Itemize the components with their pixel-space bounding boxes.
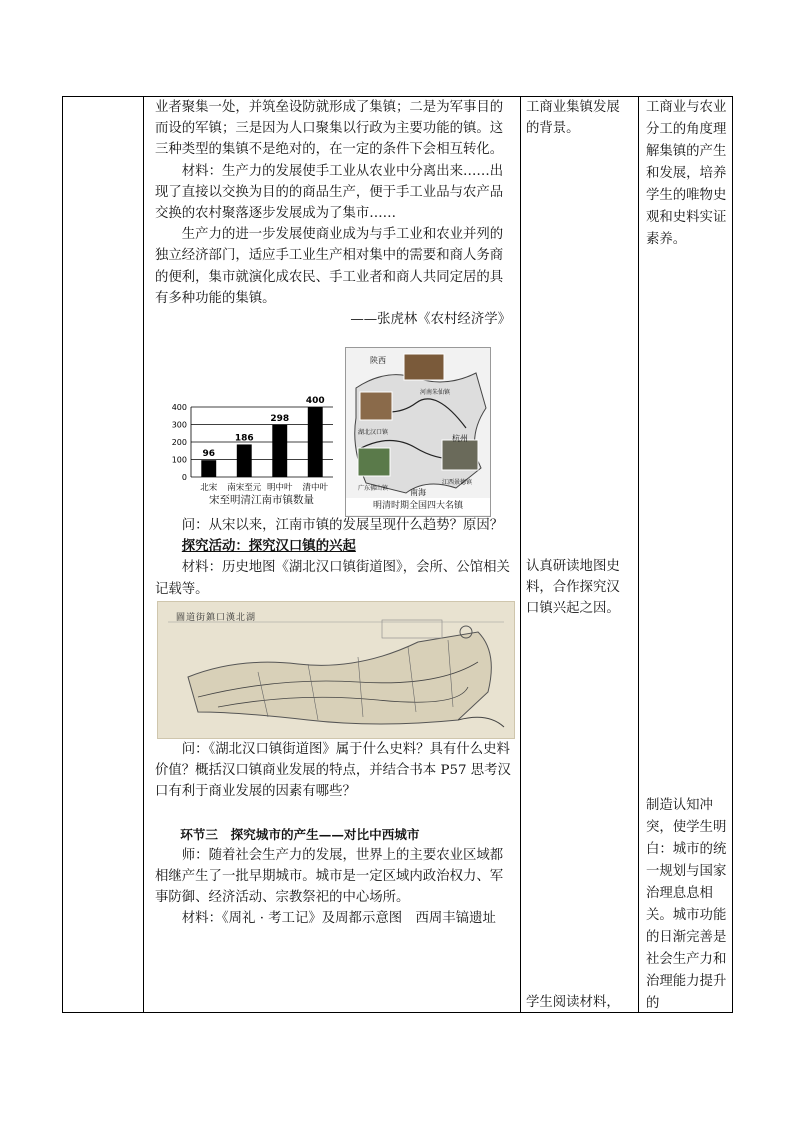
activity-text: 学生阅读材料， <box>526 995 620 1010</box>
data-label: 400 <box>305 396 325 406</box>
question-hankou: 问：《湖北汉口镇街道图》属于什么史料？具有什么史料价值？概括汉口镇商业发展的特点，并结合书本 P57 思考汉口有利于商业发展的因素有哪些？ <box>155 742 511 800</box>
map-label: 江西景德镇 <box>442 479 473 486</box>
intent-text: 工商业与农业分工的角度理解集镇的产生和发展，培养学生的唯物史观和史料实证素养。 <box>646 100 727 247</box>
map-label: 南海 <box>410 488 426 497</box>
source-citation: ——张虎林《农村经济学》 <box>350 312 511 328</box>
section3-title: 环节三 探究城市的产生——对比中西城市 <box>180 826 420 842</box>
hankou-street-map <box>157 601 515 739</box>
category-label: 北宋 <box>200 483 218 493</box>
activity-text: 工商业集镇发展的背景。 <box>526 100 620 137</box>
material-paragraph: 材料：历史地图《湖北汉口镇街道图》，会所、公馆相关记载等。 <box>155 560 510 597</box>
y-tick-label: 200 <box>171 438 187 447</box>
spacer <box>155 803 511 824</box>
category-label: 明中叶 <box>266 483 293 493</box>
paragraph-town-types: 业者聚集一处，并筑垒设防就形成了集镇；二是为军事目的而设的军镇；三是因为人口聚集以行政为主要功能的镇。这三种类型的集镇不是绝对的，在一定的条件下会相互转化。 <box>155 100 504 158</box>
intent-text: 制造认知冲突，使学生明白：城市的统一规划与国家治理息息相关。城市功能的日渐完善是社会生产力和治理能力提升的 <box>646 798 727 1011</box>
data-label: 298 <box>270 413 290 424</box>
y-tick-label: 100 <box>171 455 187 465</box>
bar <box>308 407 323 477</box>
teaching-content-column <box>149 97 515 1012</box>
bar <box>237 444 252 477</box>
question-town-trend: 问：从宋以来，江南市镇的发展呈现什么趋势？原因？ <box>181 518 504 533</box>
lesson-plan-table <box>62 96 733 1013</box>
map-label: 河南朱仙镇 <box>420 389 451 396</box>
data-label: 186 <box>234 433 254 444</box>
activity-title: 探究活动：探究汉口镇的兴起 <box>181 538 356 555</box>
map-label: 湖北汉口镇 <box>358 429 389 436</box>
material-paragraph: 材料：生产力的发展使手工业从农业中分离出来……出现了直接以交换为目的的商品生产，便于手工业品与农产品交换的农村聚落逐步发展成为了集市…… <box>155 163 504 222</box>
material-paragraph: 生产力的进一步发展使商业成为与手工业和农业并列的独立经济部门，适应手工业生产相对集中的需要和商人务商的便利，集市就演化成农民、手工业者和商人共同定居的具有多种功能的集镇。 <box>155 227 504 306</box>
bar <box>201 460 216 477</box>
map-caption: 明清时期全国四大名镇 <box>346 498 490 515</box>
map-label: 广东佛山镇 <box>358 485 389 492</box>
y-tick-label: 300 <box>171 420 187 430</box>
category-label: 南宋至元 <box>227 483 262 493</box>
category-label: 清中叶 <box>302 483 329 493</box>
y-tick-label: 400 <box>171 403 187 412</box>
data-label: 96 <box>202 449 216 460</box>
hankou-map-title: 圖道街鎮口漢北湖 <box>176 613 257 623</box>
design-intent-column <box>638 97 734 1012</box>
town-count-bar-chart <box>169 395 341 497</box>
map-label: 陕西 <box>370 356 386 365</box>
y-tick-label: 0 <box>181 473 187 482</box>
four-famous-towns-map <box>345 347 491 517</box>
material-paragraph: 材料：《周礼 · 考工记》及周都示意图 西周丰镐遗址 <box>181 911 496 927</box>
column-divider <box>143 97 144 1012</box>
activity-text: 认真研读地图史料，合作探究汉口镇兴起之因。 <box>526 559 620 617</box>
teacher-statement: 师：随着社会生产力的发展，世界上的主要农业区域都相继产生了一批早期城市。城市是一定区域内政治权力、军事防御、经济活动、宗教祭祀的中心场所。 <box>155 847 504 906</box>
chart-caption: 宋至明清江南市镇数量 <box>209 494 314 506</box>
student-activity-column <box>520 97 633 1012</box>
map-label: 杭州 <box>452 434 468 443</box>
bar <box>272 425 287 477</box>
